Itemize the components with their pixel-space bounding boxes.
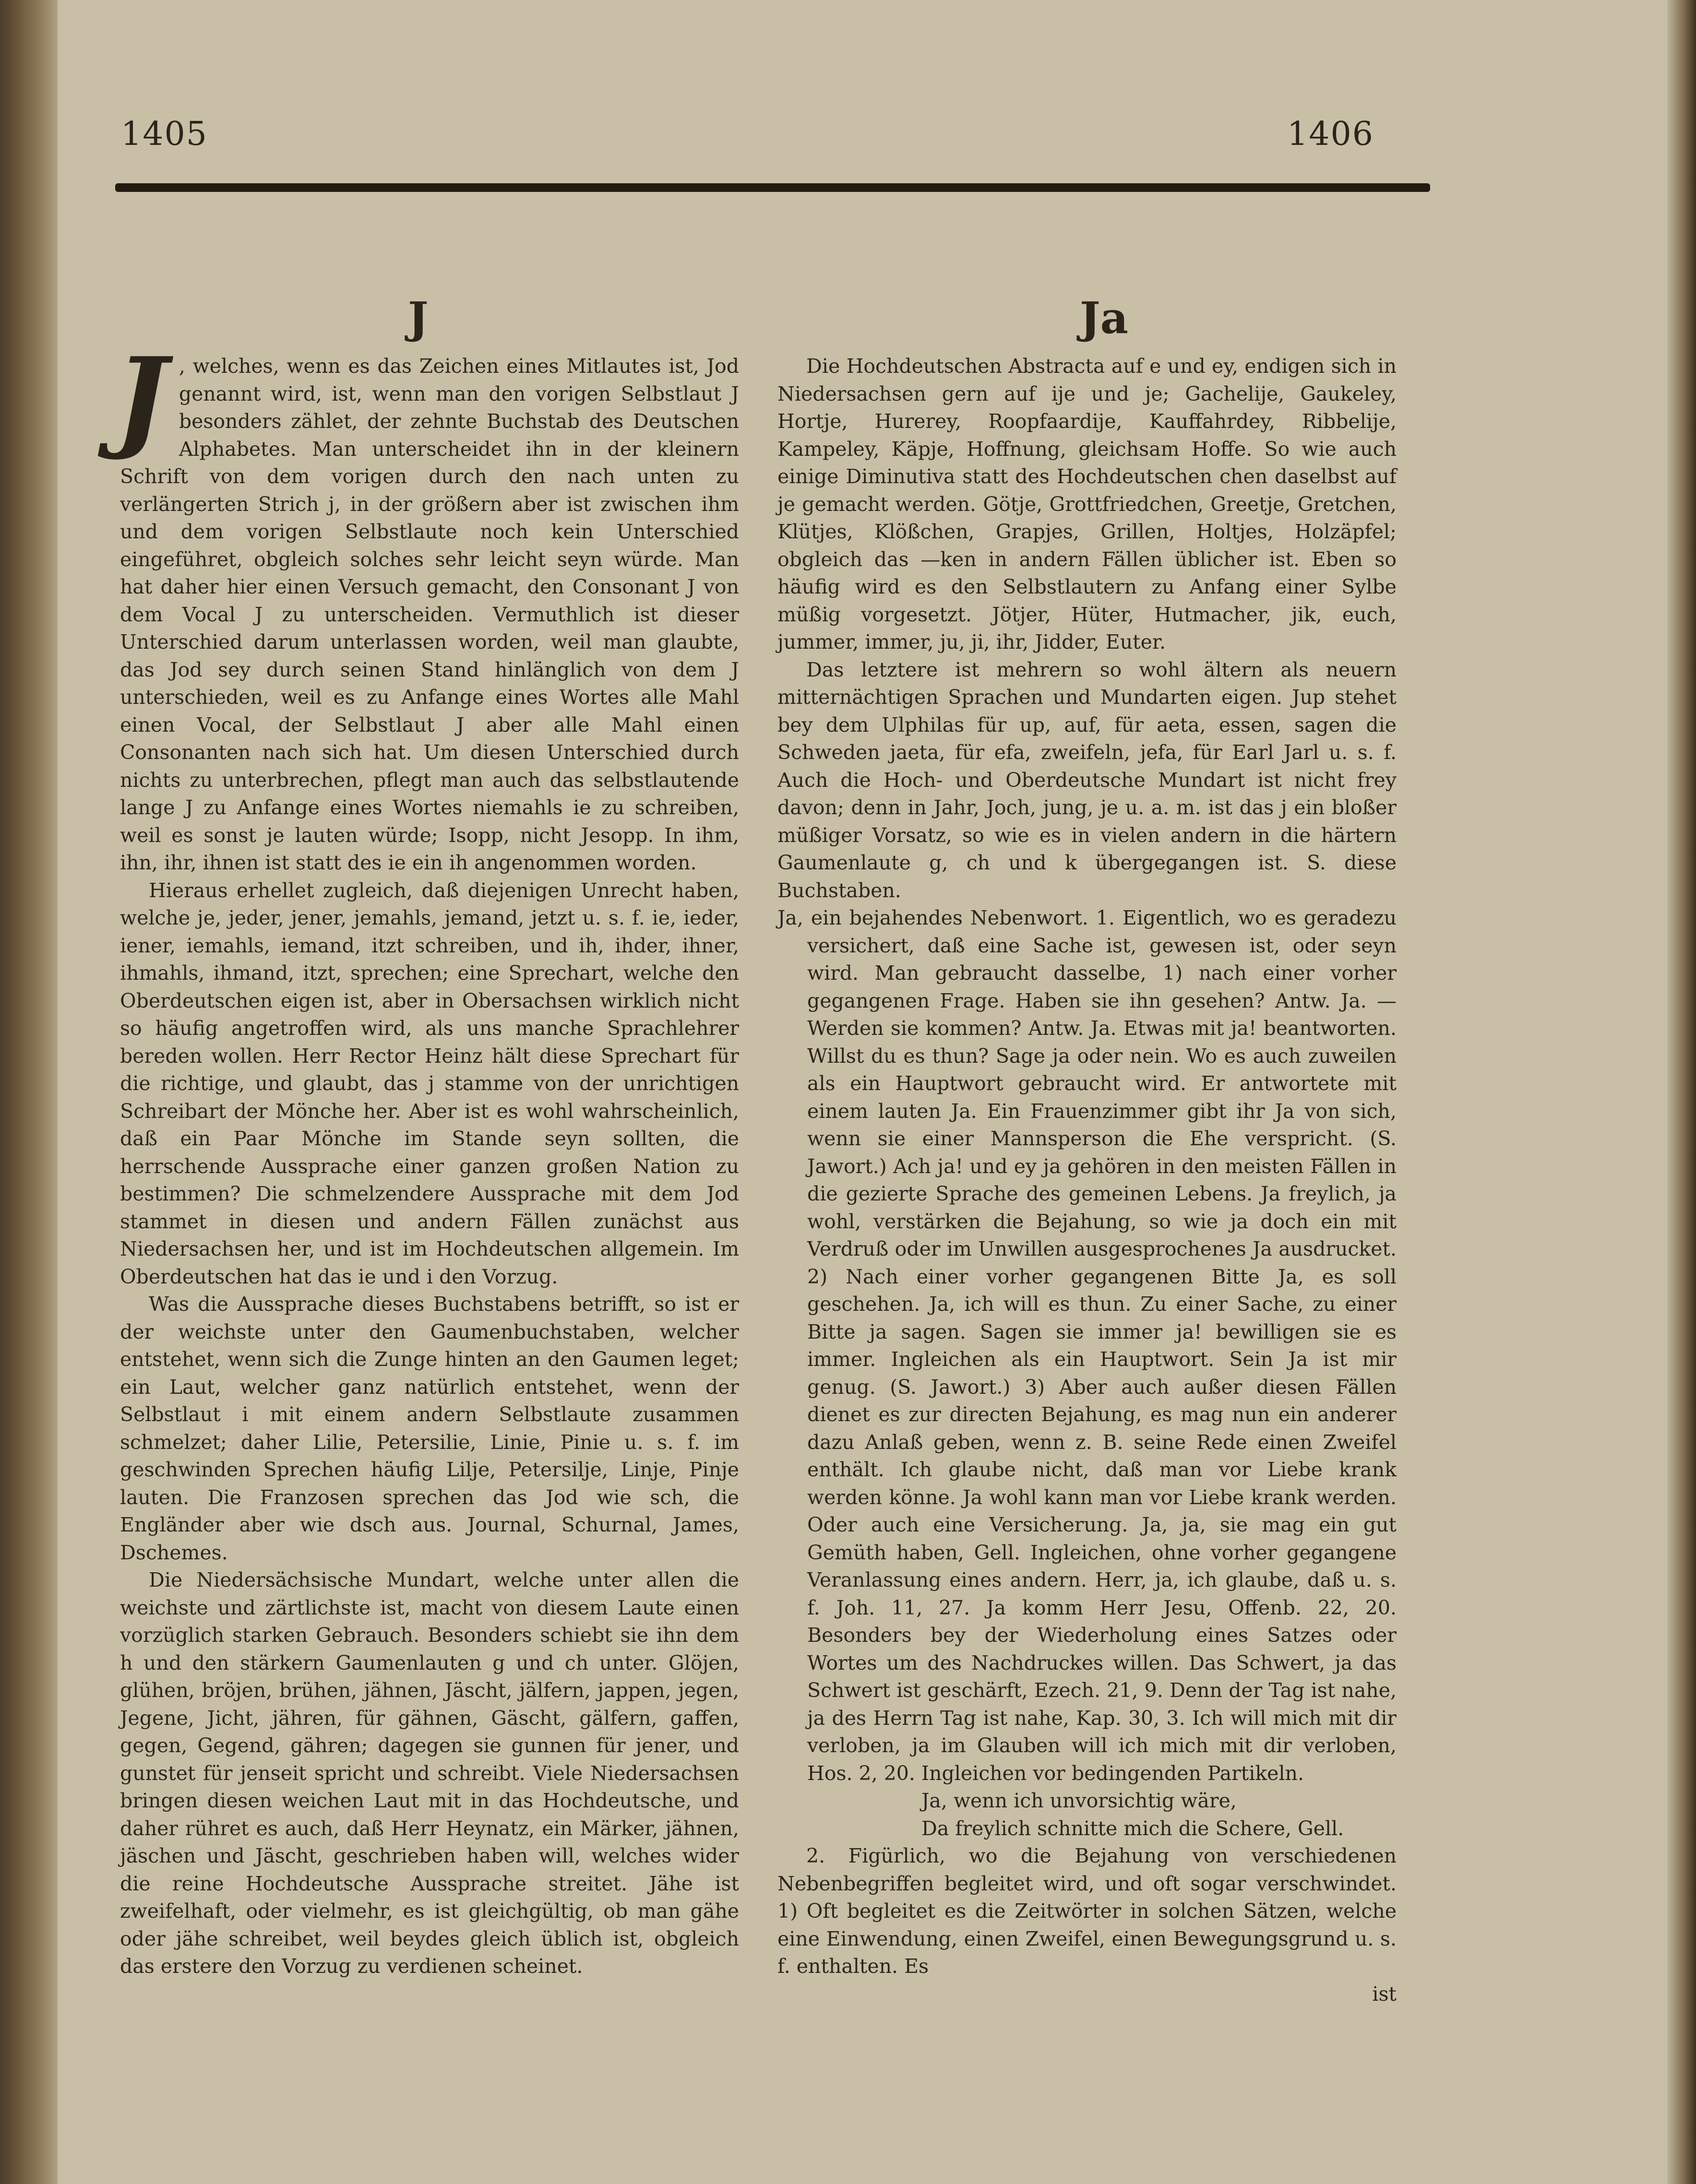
page-number-right: 1406 [1287,115,1374,153]
paragraph: Was die Aussprache dieses Buchstabens betrifft, so ist er der weichste unter den Gaumenbuchstaben, welcher entstehet, wenn sich die Zunge hinten an den Gaumen leget; ein Laut, welcher ganz natürlich entstehet, wenn der Selbstlaut i mit einem andern Selbstlaute zusammen schmelzet; daher Lilie, Petersilie, Linie, Pinie u. s. f. im geschwinden Sprechen häufig Lilje, Petersilje, Linje, Pinje lauten. Die Franzosen sprechen das Jod wie sch, die Engländer aber wie dsch aus. Journal, Schurnal, James, Dschemes. [120,1293,739,1564]
page-edge [1667,0,1696,2184]
page-number-left: 1405 [121,115,208,153]
column-heading-right: Ja [1080,293,1128,344]
paragraph: 2. Figürlich, wo die Bejahung von verschiedenen Nebenbegriffen begleitet wird, und oft sogar verschwindet. 1) Oft begleitet es die Zeitwörter in solchen Sätzen, welche eine Einwendung, einen Zweifel, einen Bewegungsgrund u. s. f. enthalten. Es [777,1844,1397,1978]
dictionary-entry-ja: Ja, ein bejahendes Nebenwort. 1. Eigentlich, wo es geradezu versichert, daß eine Sache ist, gewesen ist, oder seyn wird. Man gebraucht dasselbe, 1) nach einer vorher gegangenen Frage. Haben sie ihn gesehen? Antw. Ja. — Werden sie kommen? Antw. Ja. Etwas mit ja! beantworten. Willst du es thun? Sage ja oder nein. Wo es auch zuweilen als ein Hauptwort gebraucht wird. Er antwortete mit einem lauten Ja. Ein Frauenzimmer gibt ihr Ja von sich, wenn sie einer Mannsperson die Ehe verspricht. (S. Jawort.) Ach ja! und ey ja gehören in den meisten Fällen in die gezierte Sprache des gemeinen Lebens. Ja freylich, ja wohl, verstärken die Bejahung, so wie ja doch ein mit Verdruß oder im Unwillen ausgesprochenes Ja ausdrucket. 2) Nach einer vorher gegangenen Bitte Ja, es soll geschehen. Ja, ich will es thun. Zu einer Sache, zu einer Bitte ja sagen. Sagen sie immer ja! bewilligen sie es immer. Ingleichen als ein Hauptwort. Sein Ja ist mir genug. (S. Jawort.) 3) Aber auch außer diesen Fällen dienet es zur directen Bejahung, es mag nun ein anderer dazu Anlaß geben, wenn z. B. seine Rede einen Zweifel enthält. Ich glaube nicht, daß man vor Liebe krank werden könne. Ja wohl kann man vor Liebe krank werden. Oder auch eine Versicherung. Ja, ja, sie mag ein gut Gemüth haben, Gell. Ingleichen, ohne vorher gegangene Veranlassung eines andern. Herr, ja, ich glaube, daß u. s. f. Joh. 11, 27. Ja komm Herr Jesu, Offenb. 22, 20. Besonders bey der Wiederholung eines Satzes oder Wortes um des Nachdruckes willen. Das Schwert, ja das Schwert ist geschärft, Ezech. 21, 9. Denn der Tag ist nahe, ja des Herrn Tag ist nahe, Kap. 30, 3. Ich will mich mit dir verloben, ja im Glauben will ich mich mit dir verloben, Hos. 2, 20. Ingleichen vor bedingenden Partikeln. [777,906,1397,1785]
catchword: ist [1372,1982,1397,2006]
left-column [115,333,739,1981]
book-binding [0,0,58,2184]
paragraph: Hieraus erhellet zugleich, daß diejenigen Unrecht haben, welche je, jeder, jener, jemahls, jemand, jetzt u. s. f. ie, ieder, iener, iemahls, iemand, itzt schreiben, und ih, ihder, ihner, ihmahls, ihmand, itzt, sprechen; eine Sprechart, welche den Oberdeutschen eigen ist, aber in Obersachsen wirklich nicht so häufig angetroffen wird, als uns manche Sprachlehrer bereden wollen. Herr Rector Heinz hält diese Sprechart für die richtige, und glaubt, das j stamme von der unrichtigen Schreibart der Mönche her. Aber ist es wohl wahrscheinlich, daß ein Paar Mönche im Stande seyn sollten, die herrschende Aussprache einer ganzen großen Nation zu bestimmen? Die schmelzendere Aussprache mit dem Jod stammet in diesen und andern Fällen zunächst aus Niedersachsen her, und ist im Hochdeutschen allgemein. Im Oberdeutschen hat das ie und i den Vorzug. [120,878,739,1288]
verse-line: Ja, wenn ich unvorsichtig wäre, [921,1789,1237,1812]
column-heading-left: J [408,293,429,344]
paragraph: Die Hochdeutschen Abstracta auf e und ey, endigen sich in Niedersachsen gern auf ije und je; Gachelije, Gaukeley, Hortje, Hurerey, Roopfaardije, Kauffahrdey, Ribbelije, Kampeley, Käpje, Hoffnung, gleichsam Hoffe. So wie auch einige Diminutiva statt des Hochdeutschen chen daselbst auf je gemacht werden. Götje, Grottfriedchen, Greetje, Gretchen, Klütjes, Klößchen, Grapjes, Grillen, Holtjes, Holzäpfel; obgleich das —ken in andern Fällen üblicher ist. Eben so häufig wird es den Selbstlautern zu Anfang einer Sylbe müßig vorgesetzt. Jötjer, Hüter, Hutmacher, jik, euch, jummer, immer, ju, ji, ihr, Jidder, Euter. [777,355,1397,653]
paragraph [115,333,739,877]
right-column [777,353,1397,2008]
verse-line: Da freylich schnitte mich die Schere, Gell. [921,1816,1344,1840]
drop-cap: J [115,333,167,463]
paragraph: Das letztere ist mehrern so wohl ältern als neuern mitternächtigen Sprachen und Mundarten eigen. Jup stehet bey dem Ulphilas für up, auf, für aeta, essen, sagen die Schweden jaeta, für efa, zweifeln, jefa, für Earl Jarl u. s. f. Auch die Hoch- und Oberdeutsche Mundart ist nicht frey davon; denn in Jahr, Joch, jung, je u. a. m. ist das j ein bloßer müßiger Vorsatz, so wie es in vielen andern in die härtern Gaumenlaute g, ch und k übergegangen ist. S. diese Buchstaben. [777,658,1397,902]
paragraph-text: , welches, wenn es das Zeichen eines Mitlautes ist, Jod genannt wird, ist, wenn man den vorigen Selbstlaut J besonders zählet, der zehnte Buchstab des Deutschen Alphabetes. Man unterscheidet ihn in der kleinern Schrift von dem vorigen durch den nach unten zu verlängerten Strich j, in der größern aber ist zwischen ihm und dem vorigen Selbstlaute noch kein Unterschied eingeführet, obgleich solches sehr leicht seyn würde. Man hat daher hier einen Versuch gemacht, den Consonant J von dem Vocal J zu unterscheiden. Vermuthlich ist dieser Unterschied darum unterlassen worden, weil man glaubte, das Jod sey durch seinen Stand hinlänglich von dem J unterschieden, weil es zu Anfange eines Wortes alle Mahl einen Vocal, der Selbstlaut J aber alle Mahl einen Consonanten nach sich hat. Um diesen Unterschied durch nichts zu unterbrechen, pflegt man auch das selbstlautende lange J zu Anfange eines Wortes niemahls ie zu schreiben, weil es sonst je lauten würde; Isopp, nicht Jesopp. In ihm, ihn, ihr, ihnen ist statt des ie ein ih angenommen worden. [120,355,739,874]
paragraph: Die Niedersächsische Mundart, welche unter allen die weichste und zärtlichste ist, macht von diesem Laute einen vorzüglich starken Gebrauch. Besonders schiebt sie ihn dem h und den stärkern Gaumenlauten g und ch unter. Glöjen, glühen, bröjen, brühen, jähnen, Jäscht, jälfern, jappen, jegen, Jegene, Jicht, jähren, für gähnen, Gäscht, gälfern, gaffen, gegen, Gegend, gähren; dagegen sie gunnen für jener, und gunstet für jenseit spricht und schreibt. Viele Niedersachsen bringen diesen weichen Laut mit in das Hochdeutsche, und daher rühret es auch, daß Herr Heynatz, ein Märker, jähnen, jäschen und Jäscht, geschrieben haben will, welches wider die reine Hochdeutsche Aussprache streitet. Jähe ist zweifelhaft, oder vielmehr, es ist gleichgültig, ob man gähe oder jähe schreibet, weil beydes gleich üblich ist, obgleich das erstere den Vorzug zu verdienen scheinet. [120,1568,739,1978]
header-rule [115,183,1430,192]
